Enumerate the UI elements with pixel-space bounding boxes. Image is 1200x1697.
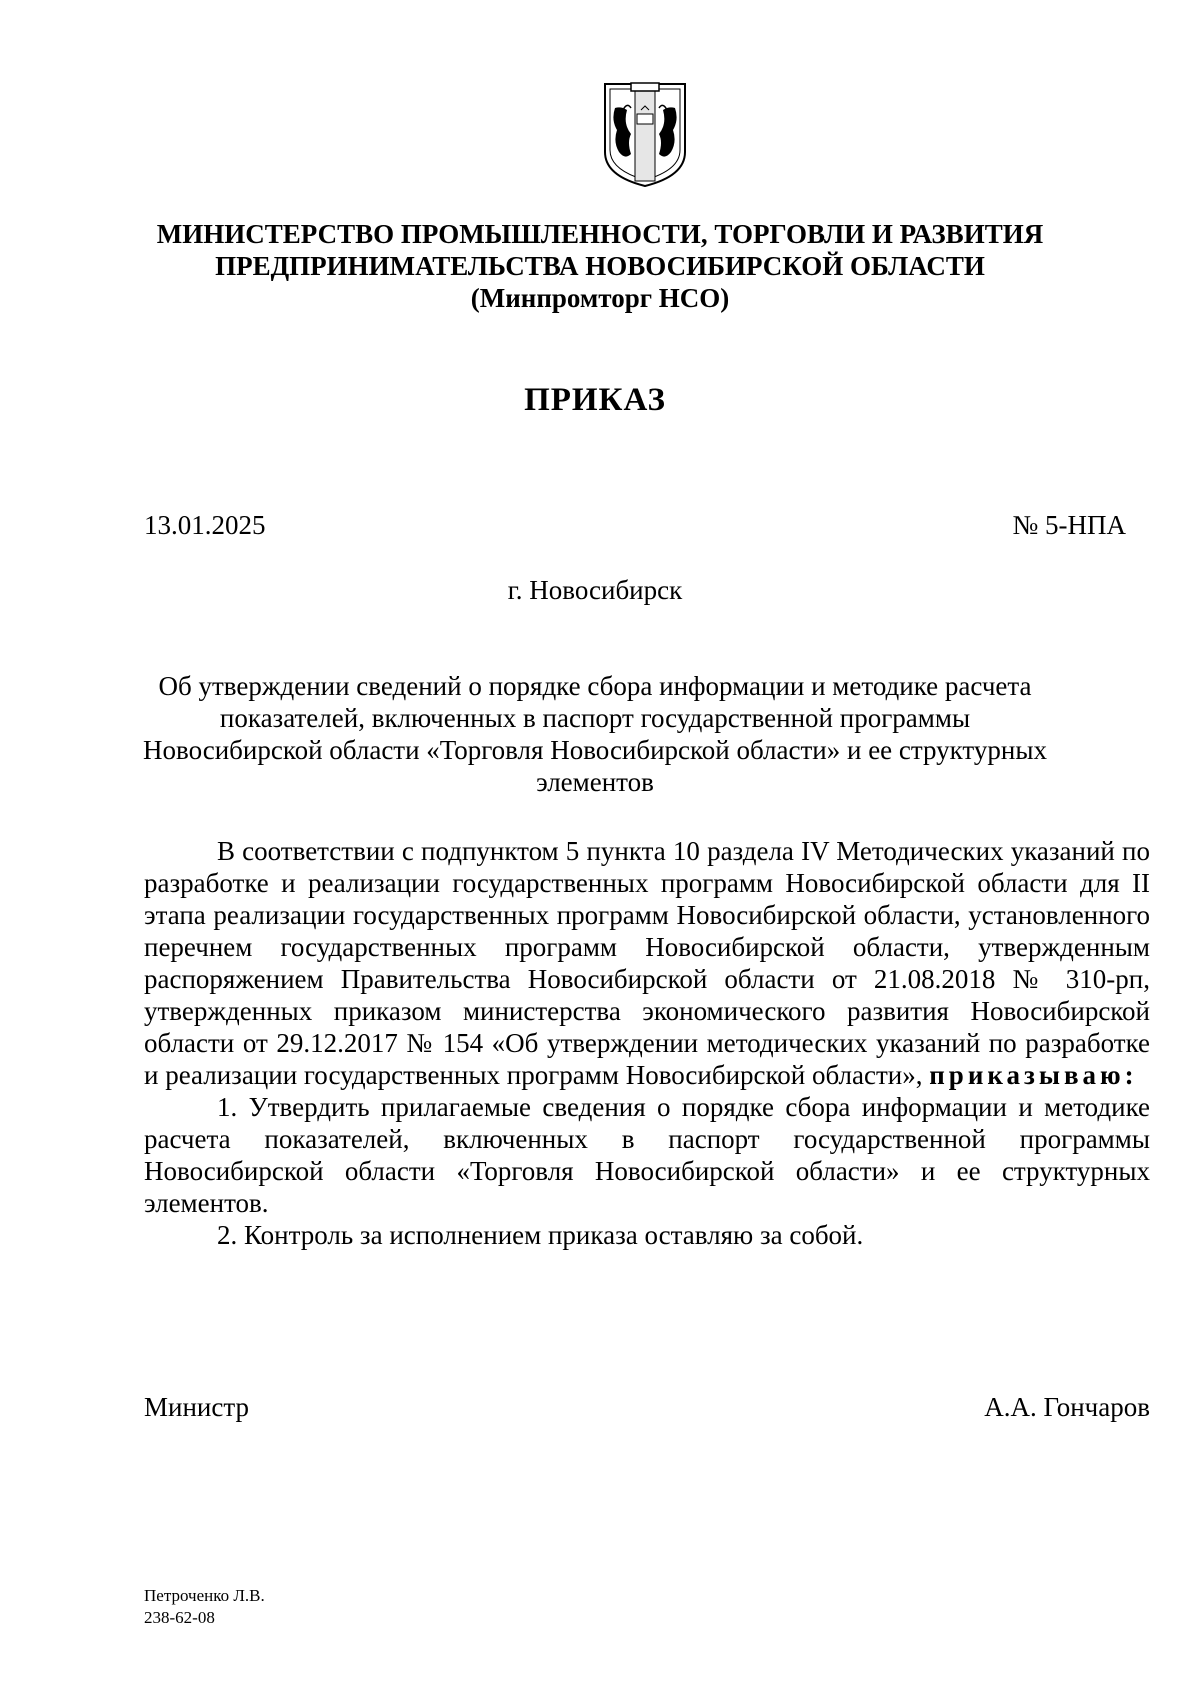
document-date: 13.01.2025 <box>144 510 266 540</box>
order-item-2: 2. Контроль за исполнением приказа оставляю за собой. <box>217 1220 864 1250</box>
document-subject: Об утверждении сведений о порядке сбора информации и методике расчета показателей, включенных в паспорт государственной программы Новосибирской области «Торговля Новосибирской области» и ее структурных элементов <box>143 671 1047 797</box>
order-word: приказываю <box>929 1060 1125 1090</box>
preamble-paragraph <box>144 835 1150 1091</box>
order-item-1: 1. Утвердить прилагаемые сведения о порядке сбора информации и методике расчета показателей, включенных в паспорт государственной программы Новосибирской области «Торговля Новосибирской области» и ее структурных элементов. <box>144 1092 1150 1218</box>
preamble-text: В соответствии с подпунктом 5 пункта 10 раздела IV Методических указаний по разработке и реализации государственных программ Новосибирской области для II этапа реализации государственных программ Новосибирской области, установленного перечнем государственных программ Новосибирской области, утвержденным распоряжением Правительства Новосибирской области от 21.08.2018 № 310-рп, утвержденных приказом министерства экономического развития Новосибирской области от 29.12.2017 № 154 «Об утверждении методических указаний по разработке и реализации государственных программ Новосибирской области», <box>144 836 1150 1090</box>
document-city: г. Новосибирск <box>507 575 683 605</box>
executor-name: Петроченко Л.В. <box>144 1586 265 1605</box>
signatory-title: Министр <box>144 1392 249 1422</box>
ministry-header <box>100 218 1100 314</box>
coat-of-arms-icon <box>601 80 689 190</box>
executor-phone: 238-62-08 <box>144 1608 215 1627</box>
ministry-name-line2: ПРЕДПРИНИМАТЕЛЬСТВА НОВОСИБИРСКОЙ ОБЛАСТИ <box>215 251 985 281</box>
executor-info <box>144 1585 265 1629</box>
ministry-name-line1: МИНИСТЕРСТВО ПРОМЫШЛЕННОСТИ, ТОРГОВЛИ И РАЗВИТИЯ <box>156 219 1044 249</box>
document-type-title: ПРИКАЗ <box>524 382 666 418</box>
document-number: № 5-НПА <box>1012 510 1126 540</box>
document-body <box>144 835 1150 1251</box>
ministry-short-name: (Минпромторг НСО) <box>470 283 730 313</box>
order-colon: : <box>1124 1060 1134 1090</box>
signatory-name: А.А. Гончаров <box>984 1392 1150 1422</box>
